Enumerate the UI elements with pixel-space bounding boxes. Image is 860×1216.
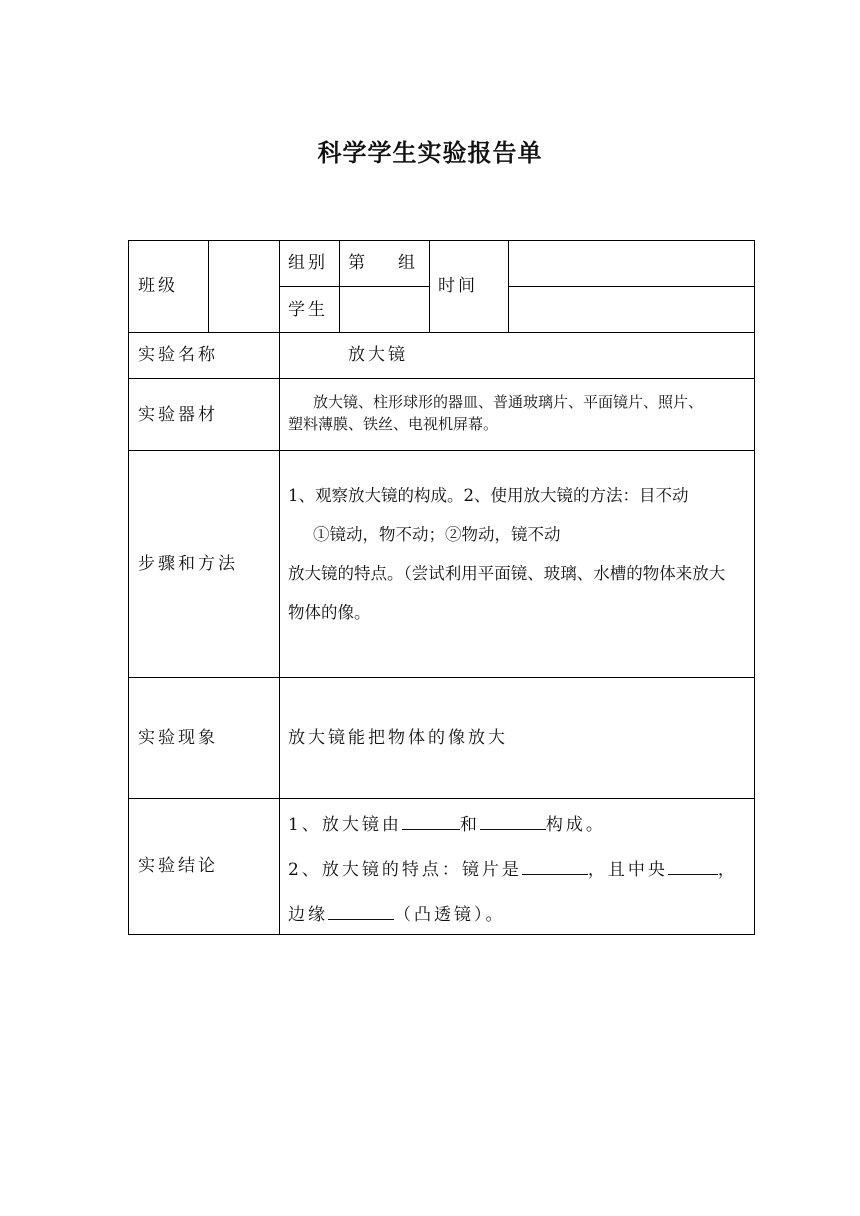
group-value-prefix: 第 [348, 253, 365, 273]
exp-name-value: 放大镜 [348, 345, 408, 365]
steps-line-3: 放大镜的特点。（尝试利用平面镜、玻璃、水槽的物体来放大 [288, 564, 726, 583]
answer-blank[interactable] [402, 815, 460, 830]
conclusion-text: 2、放大镜的特点：镜片是 [288, 860, 522, 880]
answer-blank[interactable] [480, 815, 546, 830]
group-value-suffix: 组 [398, 253, 415, 273]
group-label: 组别 [288, 253, 328, 273]
exp-name-label: 实验名称 [138, 345, 218, 365]
conclusion-text: 边缘 [288, 905, 328, 925]
steps-line-1: 1、观察放大镜的构成。2、使用放大镜的方法：目不动 [288, 486, 689, 505]
steps-line-4: 物体的像。 [288, 603, 371, 622]
time-label: 时间 [438, 276, 478, 296]
answer-blank[interactable] [668, 860, 718, 875]
conclusion-label: 实验结论 [138, 856, 218, 876]
conclusion-text: 构成。 [545, 815, 606, 835]
conclusion-line-3 [288, 905, 506, 924]
phenomenon-value: 放大镜能把物体的像放大 [288, 728, 508, 748]
student-label: 学生 [288, 300, 328, 320]
equipment-line-1: 放大镜、柱形球形的器皿、普通玻璃片、平面镜片、照片、 [313, 393, 704, 411]
steps-label: 步骤和方法 [138, 554, 238, 574]
conclusion-text: ，且中央 [587, 860, 668, 880]
answer-blank[interactable] [328, 905, 394, 920]
equipment-line-2: 塑料薄膜、铁丝、电视机屏幕。 [288, 415, 499, 433]
steps-line-2: ①镜动，物不动；②物动，镜不动 [313, 525, 561, 544]
conclusion-text: （凸透镜）。 [394, 905, 506, 925]
class-label: 班级 [138, 276, 178, 296]
conclusion-line-1 [288, 815, 606, 834]
conclusion-text: 和 [459, 815, 480, 835]
conclusion-text: 1、放大镜由 [288, 815, 402, 835]
conclusion-text: ， [717, 860, 738, 880]
page-title: 科学学生实验报告单 [317, 139, 543, 167]
equipment-label: 实验器材 [138, 405, 218, 425]
answer-blank[interactable] [522, 860, 588, 875]
phenomenon-label: 实验现象 [138, 728, 218, 748]
conclusion-line-2 [288, 860, 738, 879]
